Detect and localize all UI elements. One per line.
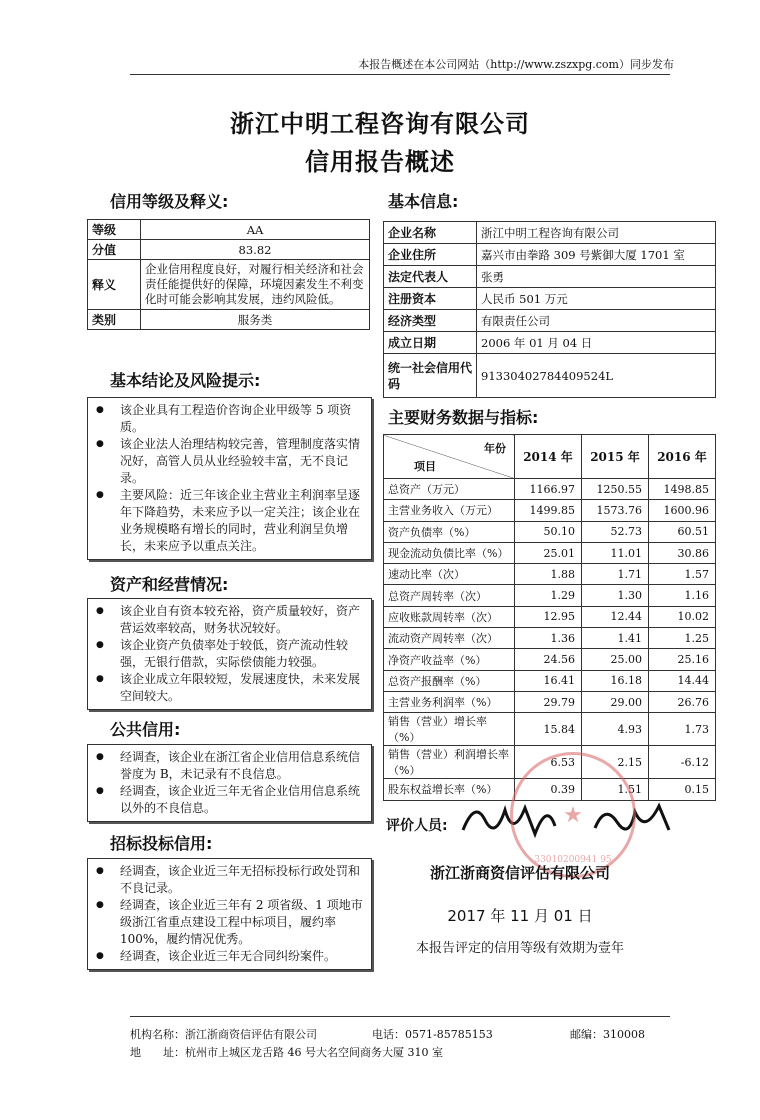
- finance-value: 25.01: [515, 542, 582, 563]
- table-row: [384, 585, 716, 606]
- finance-value: 1573.76: [582, 500, 649, 521]
- report-title: 信用报告概述: [305, 148, 455, 176]
- credit-definition: 企业信用程度良好，对履行相关经济和社会责任能提供好的保障，环境因素发生不利变化时可能会影响其发展，违约风险低。: [141, 260, 370, 310]
- evaluator-label: 评价人员:: [386, 818, 448, 834]
- list-item: ● 该企业法人治理结构较完善，管理制度落实情况好，高管人员从业经验较丰富，无不良记录。: [120, 436, 365, 487]
- finance-value: 12.95: [515, 606, 582, 627]
- finance-value: 16.41: [515, 670, 582, 691]
- finance-value: 15.84: [515, 713, 582, 746]
- finance-value: 1.36: [515, 628, 582, 649]
- finance-item: 总资产周转率（次）: [384, 585, 515, 606]
- report-date: 2017 年 11 月 01 日: [447, 907, 593, 925]
- finance-item: 净资产收益率（%）: [384, 649, 515, 670]
- top-note: 本报告概述在本公司网站（http://www.zszxpg.com）同步发布: [358, 58, 674, 71]
- finance-value: 29.00: [582, 691, 649, 712]
- finance-value: 1.57: [649, 564, 716, 585]
- list-item: ● 主要风险：近三年该企业主营业主利润率呈逐年下降趋势，未来应予以一定关注；该企业在业务规模略有增长的同时，营业利润呈负增长，未来应予以重点关注。: [120, 487, 365, 555]
- table-row: [384, 628, 716, 649]
- finance-value: 2.15: [582, 746, 649, 779]
- table-row: 统一社会信用代码 91330402784409524L: [384, 354, 716, 398]
- public-heading: 公共信用:: [110, 720, 181, 739]
- finance-value: 1.88: [515, 564, 582, 585]
- finance-value: 1.30: [582, 585, 649, 606]
- footer-tel: 电话：0571-85785153: [372, 1028, 493, 1041]
- footer-org: 机构名称：浙江浙商资信评估有限公司: [130, 1028, 317, 1041]
- credit-table: [87, 219, 370, 330]
- finance-value: 1.16: [649, 585, 716, 606]
- year-header: 2016 年: [649, 435, 716, 479]
- list-item: ● 经调查，该企业近三年无省企业信用信息系统以外的不良信息。: [120, 783, 365, 817]
- table-row: 成立日期 2006 年 01 月 04 日: [384, 332, 716, 354]
- finance-item: 销售（营业）利润增长率（%）: [384, 746, 515, 779]
- list-item: ● 经调查，该企业近三年无合同纠纷案件。: [120, 948, 365, 965]
- table-row: 企业住所 嘉兴市由拳路 309 号紫御大厦 1701 室: [384, 244, 716, 266]
- finance-item: 主营业务收入（万元）: [384, 500, 515, 521]
- finance-item: 流动资产周转率（次）: [384, 628, 515, 649]
- finance-value: 1.29: [515, 585, 582, 606]
- footer-address: 地 址：杭州市上城区龙舌路 46 号大名空间商务大厦 310 室: [130, 1046, 443, 1059]
- list-item: ● 该企业具有工程造价咨询企业甲级等 5 项资质。: [120, 402, 365, 436]
- bidding-heading: 招标投标信用:: [110, 834, 213, 853]
- finance-table: [383, 434, 716, 801]
- conclusion-heading: 基本结论及风险提示:: [110, 371, 261, 390]
- finance-value: 1.25: [649, 628, 716, 649]
- finance-value: 0.39: [515, 779, 582, 800]
- list-item: ● 经调查，该企业近三年无招标投标行政处罚和不良记录。: [120, 863, 365, 897]
- table-header-row: [384, 435, 716, 479]
- rating-company: 浙江浙商资信评估有限公司: [429, 864, 610, 882]
- finance-item: 总资产（万元）: [384, 479, 515, 500]
- assets-heading: 资产和经营情况:: [110, 575, 229, 594]
- list-item: ● 该企业自有资本较充裕，资产质量较好，资产营运效率较高，财务状况较好。: [120, 603, 365, 637]
- finance-value: -6.12: [649, 746, 716, 779]
- finance-value: 50.10: [515, 521, 582, 542]
- credit-category: 服务类: [141, 310, 370, 330]
- table-row: 法定代表人 张勇: [384, 266, 716, 288]
- finance-value: 1166.97: [515, 479, 582, 500]
- finance-item: 应收账款周转率（次）: [384, 606, 515, 627]
- corner-cell: 年份 项目: [384, 435, 515, 479]
- table-row: 经济类型 有限责任公司: [384, 310, 716, 332]
- finance-value: 16.18: [582, 670, 649, 691]
- finance-item: 速动比率（次）: [384, 564, 515, 585]
- credit-heading: 信用等级及释义:: [110, 192, 229, 211]
- list-item: ● 该企业资产负债率处于较低，资产流动性较强，无银行借款，实际偿债能力较强。: [120, 637, 365, 671]
- finance-item: 资产负债率（%）: [384, 521, 515, 542]
- table-row: [384, 691, 716, 712]
- company-seal: ★ 33010200941 95: [510, 752, 636, 878]
- finance-value: 24.56: [515, 649, 582, 670]
- finance-value: 0.15: [649, 779, 716, 800]
- table-row: [384, 713, 716, 746]
- finance-value: 52.73: [582, 521, 649, 542]
- finance-value: 29.79: [515, 691, 582, 712]
- conclusion-box: [87, 397, 372, 560]
- table-row: [384, 500, 716, 521]
- year-header: 2014 年: [515, 435, 582, 479]
- finance-value: 1498.85: [649, 479, 716, 500]
- table-row: [384, 564, 716, 585]
- company-title: 浙江中明工程咨询有限公司: [230, 110, 530, 138]
- table-row: [384, 521, 716, 542]
- finance-value: 6.53: [515, 746, 582, 779]
- finance-item: 股东权益增长率（%）: [384, 779, 515, 800]
- finance-value: 1250.55: [582, 479, 649, 500]
- finance-value: 30.86: [649, 542, 716, 563]
- finance-item: 现金流动负债比率（%）: [384, 542, 515, 563]
- finance-value: 14.44: [649, 670, 716, 691]
- table-row: 企业名称 浙江中明工程咨询有限公司: [384, 222, 716, 244]
- finance-value: 11.01: [582, 542, 649, 563]
- table-row: 等级 AA: [88, 220, 370, 240]
- finance-value: 25.00: [582, 649, 649, 670]
- list-item: ● 经调查，该企业近三年有 2 项省级、1 项地市级浙江省重点建设工程中标项目，履约率 100%，履约情况优秀。: [120, 897, 365, 948]
- table-row: 释义 企业信用程度良好，对履行相关经济和社会责任能提供好的保障，环境因素发生不利变化时可能会影响其发展，违约风险低。: [88, 260, 370, 310]
- public-box: [87, 744, 372, 822]
- finance-item: 销售（营业）增长率（%）: [384, 713, 515, 746]
- finance-value: 4.93: [582, 713, 649, 746]
- finance-value: 1.41: [582, 628, 649, 649]
- list-item: ● 该企业成立年限较短，发展速度快，未来发展空间较大。: [120, 671, 365, 705]
- finance-value: 60.51: [649, 521, 716, 542]
- basic-info-table: [383, 221, 716, 398]
- finance-value: 10.02: [649, 606, 716, 627]
- finance-value: 1.71: [582, 564, 649, 585]
- validity-note: 本报告评定的信用等级有效期为壹年: [415, 941, 624, 956]
- list-item: ● 经调查，该企业在浙江省企业信用信息系统信誉度为 B，未记录有不良信息。: [120, 749, 365, 783]
- assets-box: [87, 598, 372, 710]
- table-row: [384, 649, 716, 670]
- finance-value: 1600.96: [649, 500, 716, 521]
- footer-zip: 邮编：310008: [570, 1028, 645, 1041]
- table-row: [384, 606, 716, 627]
- basic-heading: 基本信息:: [388, 192, 459, 211]
- credit-score: 83.82: [141, 240, 370, 260]
- footer-divider: [130, 1016, 670, 1017]
- top-divider: [130, 74, 670, 75]
- table-row: [384, 542, 716, 563]
- finance-value: 1499.85: [515, 500, 582, 521]
- finance-value: 26.76: [649, 691, 716, 712]
- table-row: 分值 83.82: [88, 240, 370, 260]
- year-header: 2015 年: [582, 435, 649, 479]
- finance-value: 12.44: [582, 606, 649, 627]
- finance-value: 1.73: [649, 713, 716, 746]
- finance-item: 总资产报酬率（%）: [384, 670, 515, 691]
- table-row: 类别 服务类: [88, 310, 370, 330]
- finance-value: 25.16: [649, 649, 716, 670]
- finance-heading: 主要财务数据与指标:: [388, 408, 539, 427]
- table-row: [384, 670, 716, 691]
- finance-value: 1.51: [582, 779, 649, 800]
- table-row: [384, 479, 716, 500]
- table-row: 注册资本 人民币 501 万元: [384, 288, 716, 310]
- credit-grade: AA: [141, 220, 370, 240]
- finance-item: 主营业务利润率（%）: [384, 691, 515, 712]
